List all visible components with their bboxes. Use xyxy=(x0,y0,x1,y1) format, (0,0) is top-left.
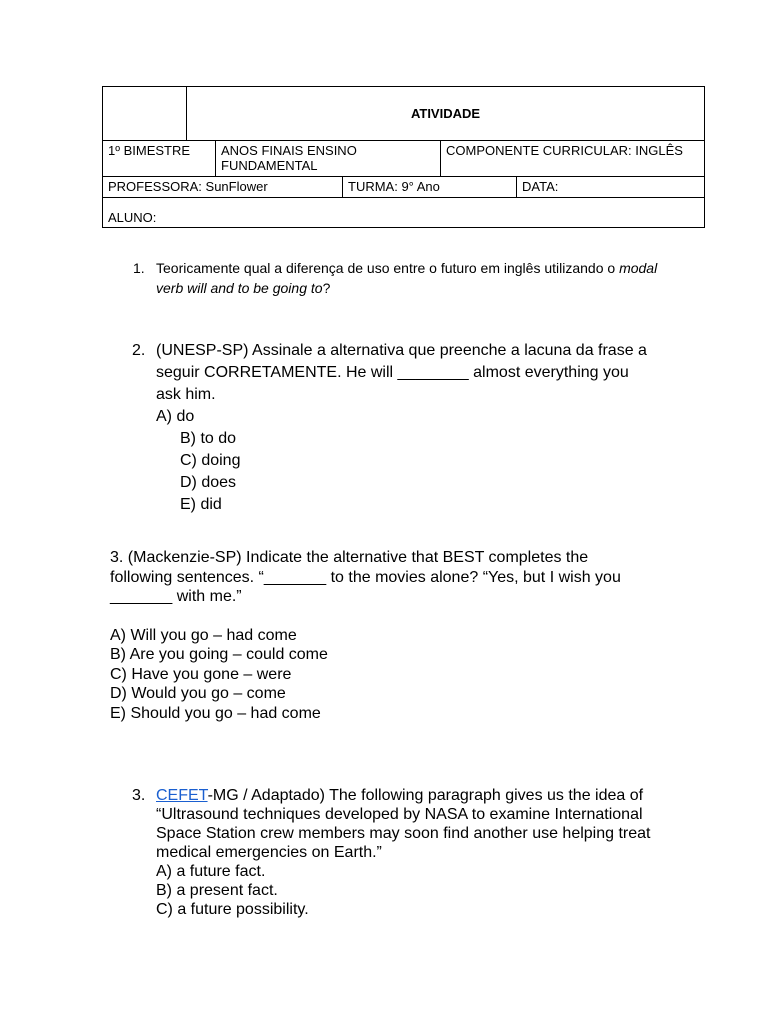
header-table xyxy=(102,86,705,228)
option-b: B) a present fact. xyxy=(156,882,278,899)
option-e: E) Should you go – had come xyxy=(110,704,321,722)
question-text-start: Teoricamente qual a diferença de uso entre o futuro em inglês utilizando o xyxy=(156,260,620,276)
question-4 xyxy=(132,786,662,919)
question-2 xyxy=(132,340,652,516)
turma-cell: TURMA: 9° Ano xyxy=(343,177,517,198)
option-a: A) a future fact. xyxy=(156,863,266,880)
question-text: (UNESP-SP) Assinale a alternativa que preenche a lacuna da frase a seguir CORRETAMENTE. He will ________ almost everything you ask him. xyxy=(156,342,647,403)
question-number: 3. xyxy=(132,787,146,804)
options-list xyxy=(156,862,662,919)
data-cell: DATA: xyxy=(517,177,705,198)
question-number: 1. xyxy=(133,260,145,276)
logo-cell xyxy=(103,87,187,141)
question-number: 2. xyxy=(132,342,146,359)
activity-title: ATIVIDADE xyxy=(187,87,705,141)
professora-cell: PROFESSORA: SunFlower xyxy=(103,177,343,198)
options-list xyxy=(156,406,652,516)
question-1 xyxy=(133,258,673,298)
question-text-italic: modal verb will and to be going to xyxy=(156,260,658,296)
anos-cell: ANOS FINAIS ENSINO FUNDAMENTAL xyxy=(216,141,441,177)
question-text-end: ? xyxy=(322,280,331,296)
question-text: 3. (Mackenzie-SP) Indicate the alternative that BEST completes the following sentences. “_______ to the movies alone? “Yes, but I wish you _______ with me.” xyxy=(110,549,621,605)
option-d: D) Would you go – come xyxy=(110,685,286,702)
option-b: B) Are you going – could come xyxy=(110,646,328,663)
option-c: C) Have you gone – were xyxy=(110,665,292,683)
option-c: C) a future possibility. xyxy=(156,901,309,918)
option-b: B) to do xyxy=(180,430,237,447)
question-text-body: -MG / Adaptado) The following paragraph gives us the idea of “Ultrasound techniques developed by NASA to examine International Space Station crew members may soon find another use helping treat medical emergencies on Earth.” xyxy=(156,787,651,861)
option-c: C) doing xyxy=(180,452,241,469)
question-3 xyxy=(110,548,650,723)
cefet-link[interactable]: CEFET xyxy=(156,787,208,804)
componente-cell: COMPONENTE CURRICULAR: INGLÊS xyxy=(441,141,705,177)
option-a: A) do xyxy=(156,408,195,425)
option-a: A) Will you go – had come xyxy=(110,626,297,644)
option-d: D) does xyxy=(180,474,237,491)
option-e: E) did xyxy=(180,496,222,513)
aluno-cell: ALUNO: xyxy=(103,198,705,228)
bimestre-cell: 1º BIMESTRE xyxy=(103,141,216,177)
options-list xyxy=(110,626,650,724)
question-text xyxy=(156,258,673,298)
question-text xyxy=(156,786,662,862)
